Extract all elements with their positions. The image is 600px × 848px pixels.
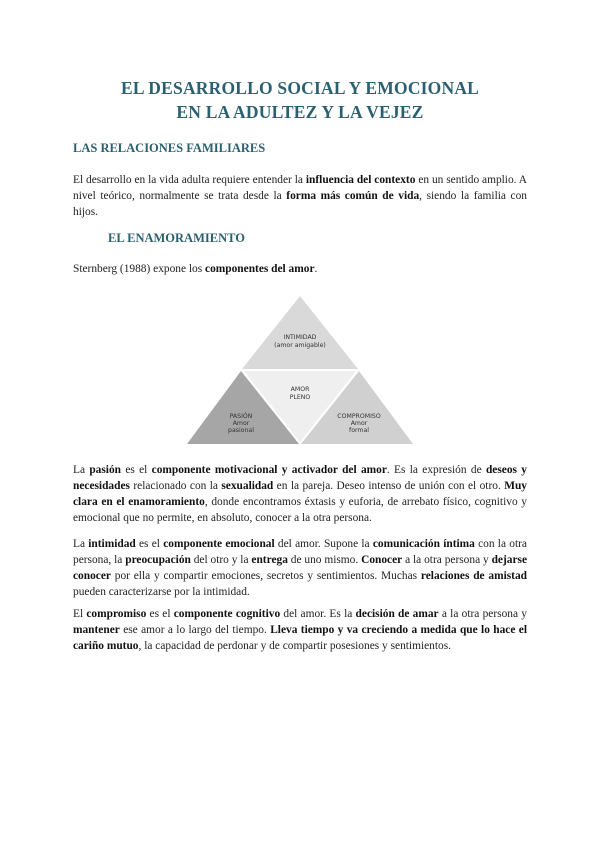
text-run: El xyxy=(73,608,87,620)
bold-text: comunicación íntima xyxy=(372,538,475,550)
text-run: con la otra persona, la xyxy=(73,538,527,566)
text-run: El desarrollo en la vida adulta requiere entender la xyxy=(73,174,306,186)
text-run: Sternberg (1988) expone los xyxy=(73,263,206,275)
text-run: del otro y la xyxy=(190,554,252,566)
bold-text: pasión xyxy=(89,464,121,476)
bold-text: influencia del contexto xyxy=(305,174,416,186)
text-run: La xyxy=(73,464,90,476)
text-run: a la otra persona y xyxy=(402,554,492,566)
bold-text: deseos y necesidades xyxy=(73,464,527,492)
label-compromiso-sub2: formal xyxy=(349,427,369,434)
text-run: relacionado con la xyxy=(129,480,222,492)
text-run: . Es la expresión de xyxy=(386,464,486,476)
text-run: . xyxy=(314,263,318,275)
title-line-1: EL DESARROLLO SOCIAL Y EMOCIONAL xyxy=(120,78,480,98)
bold-text: componente motivacional y activador del amor xyxy=(151,464,387,476)
paragraph-sternberg xyxy=(73,261,527,277)
text-run: en un sentido amplio. A nivel teórico, normalmente se trata desde la xyxy=(73,174,528,202)
paragraph-relaciones xyxy=(73,172,527,220)
label-amor: AMOR xyxy=(290,386,310,393)
bold-text: dejarse conocer xyxy=(73,554,528,582)
love-triangle-diagram xyxy=(185,296,415,446)
label-compromiso-sub1: Amor xyxy=(350,420,368,427)
title-line-2: EN LA ADULTEZ Y LA VEJEZ xyxy=(176,102,424,122)
text-run: , la capacidad de perdonar y de compartir posesiones y sentimientos. xyxy=(138,640,452,652)
text-run: por ella y compartir emociones, secretos y sentimientos. Muchas xyxy=(110,570,421,582)
paragraph-compromiso xyxy=(73,606,527,654)
paragraph-intimidad xyxy=(73,536,527,600)
text-run: , siendo la familia con hijos. xyxy=(73,190,527,218)
paragraph-pasion xyxy=(73,462,527,526)
label-compromiso: COMPROMISO xyxy=(337,413,381,420)
label-intimidad: INTIMIDAD xyxy=(283,334,317,341)
bold-text: mantener xyxy=(73,624,120,636)
page-title xyxy=(0,76,600,124)
label-pasion-sub1: Amor xyxy=(232,420,250,427)
text-run: en la pareja. Deseo intenso de unión con el otro. xyxy=(273,480,505,492)
text-run: es el xyxy=(135,538,164,550)
bold-text: componente emocional xyxy=(163,538,275,550)
bold-text: Lleva tiempo y va creciendo a medida que lo hace el cariño mutuo xyxy=(73,624,527,652)
text-run: ese amor a lo largo del tiempo. xyxy=(119,624,271,636)
bold-text: entrega xyxy=(251,554,288,566)
text-run: a la otra persona y xyxy=(438,608,527,620)
bold-text: compromiso xyxy=(86,608,147,620)
label-pasion-sub2: pasional xyxy=(228,427,254,434)
bold-text: Muy clara en el enamoramiento xyxy=(73,480,527,508)
text-run: , donde encontramos éxtasis y euforia, de arrebato físico, cognitivo y emocional que no permite, en absoluto, conocer a la otra persona. xyxy=(73,496,528,524)
bold-text: componente cognitivo xyxy=(173,608,281,620)
bold-text: forma más común de vida xyxy=(286,190,420,202)
text-run: es el xyxy=(121,464,152,476)
bold-text: intimidad xyxy=(88,538,136,550)
section-heading-enamoramiento: EL ENAMORAMIENTO xyxy=(108,231,245,245)
bold-text: preocupación xyxy=(125,554,191,566)
label-intimidad-sub: (amor amigable) xyxy=(274,342,326,349)
text-run: del amor. Es la xyxy=(280,608,356,620)
section-heading-relaciones: LAS RELACIONES FAMILIARES xyxy=(73,141,266,155)
text-run: es el xyxy=(146,608,174,620)
triangle-intimidad xyxy=(242,296,358,369)
text-run: pueden caracterizarse por la intimidad. xyxy=(73,586,250,598)
bold-text: componentes del amor xyxy=(205,263,315,275)
text-run: del amor. Supone la xyxy=(274,538,373,550)
bold-text: Conocer xyxy=(361,554,403,566)
label-pasion: PASIÓN xyxy=(229,413,253,420)
bold-text: sexualidad xyxy=(221,480,274,492)
bold-text: decisión de amar xyxy=(355,608,439,620)
bold-text: relaciones de amistad xyxy=(420,570,527,582)
text-run: La xyxy=(73,538,89,550)
text-run: de uno mismo. xyxy=(287,554,362,566)
label-pleno: PLENO xyxy=(289,394,311,401)
